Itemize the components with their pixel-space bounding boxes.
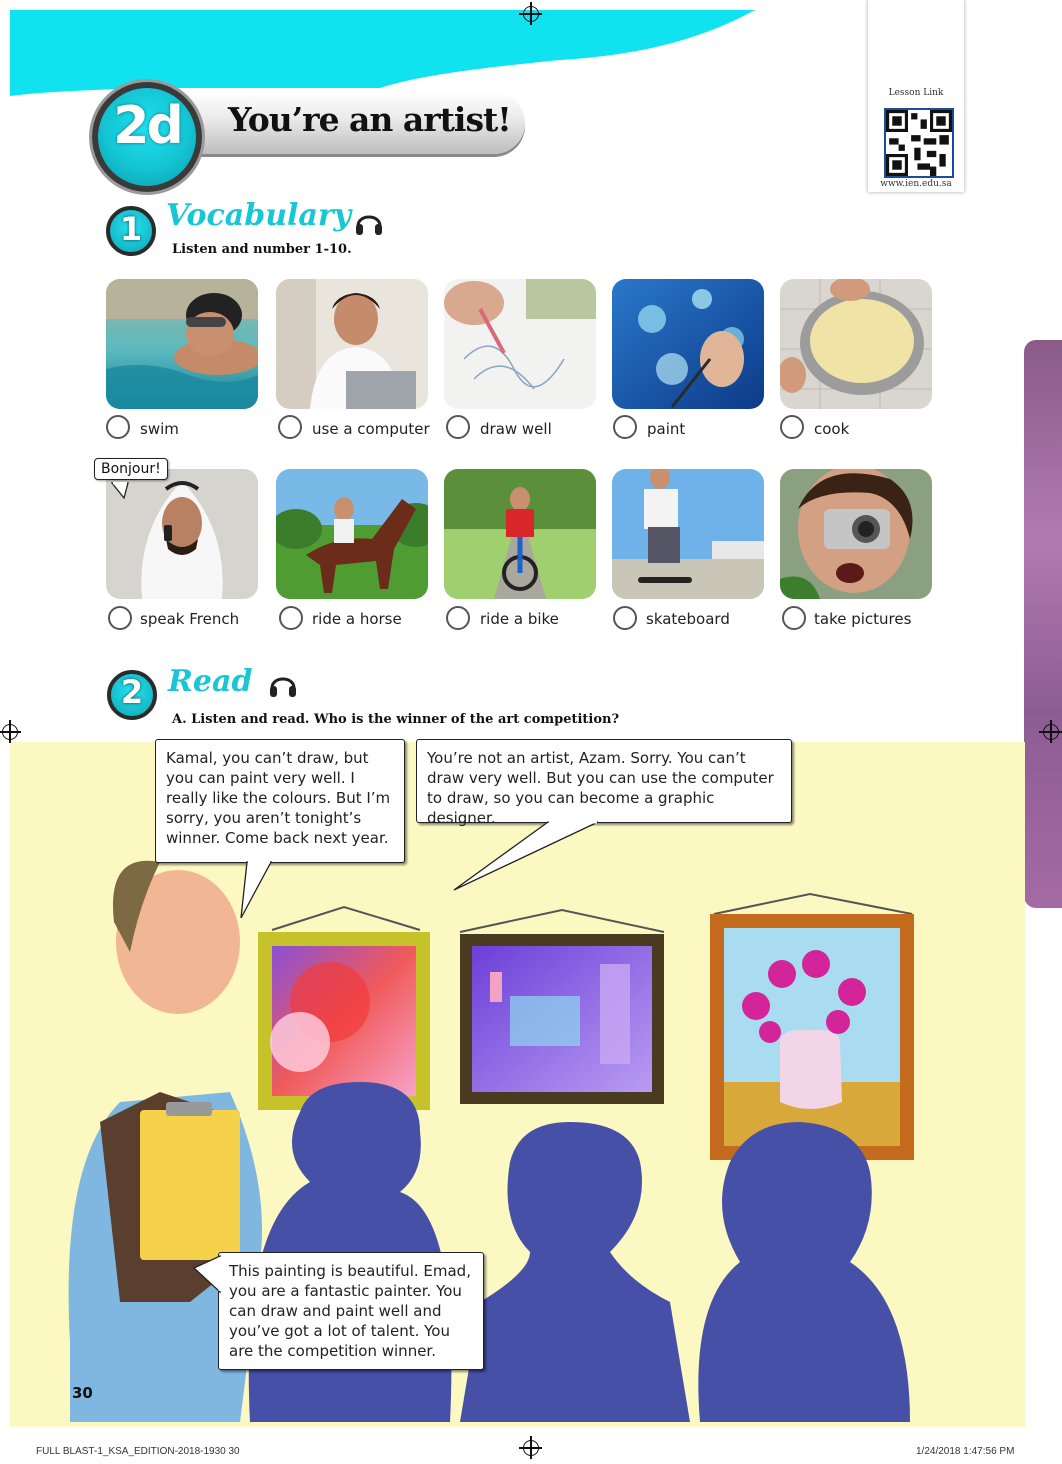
camera-photo: [780, 469, 932, 599]
horse-rider-photo: [276, 469, 428, 599]
headphones-icon[interactable]: [354, 208, 384, 238]
speech-bubble-azam: [416, 739, 792, 827]
painting-photo: [612, 279, 764, 409]
qr-code[interactable]: [884, 108, 954, 178]
section-1-title: Vocabulary: [166, 198, 352, 233]
answer-circle-speak-french[interactable]: [108, 606, 132, 630]
speech-bubble-tail: [448, 820, 608, 892]
registration-mark: [523, 6, 539, 22]
unit-code: 2d: [113, 96, 181, 156]
bike-rider-photo: [444, 469, 596, 599]
speech-bubble-azam-text: You’re not an artist, Azam. Sorry. You can’t draw very well. But you can use the computer to draw, so you can become a graphic designer.: [427, 749, 774, 827]
vocab-label-take-pictures: take pictures: [814, 610, 912, 628]
page-number: 30: [72, 1384, 93, 1402]
answer-circle-cook[interactable]: [780, 415, 804, 439]
footer-timestamp: 1/24/2018 1:47:56 PM: [916, 1446, 1015, 1457]
answer-circle-use-a-computer[interactable]: [278, 415, 302, 439]
answer-circle-ride-a-bike[interactable]: [446, 606, 470, 630]
answer-circle-take-pictures[interactable]: [782, 606, 806, 630]
vocab-label-cook: cook: [814, 420, 850, 438]
lesson-link-url[interactable]: www.ien.edu.sa: [880, 179, 952, 189]
speech-bubble-kamal-text: Kamal, you can’t draw, but you can paint very well. I really like the colours. But I’m sorry, you aren’t tonight’s winner. Come back next year.: [166, 749, 391, 847]
vocab-label-paint: paint: [647, 420, 686, 438]
swimmer-photo: [106, 279, 258, 409]
speech-bubble-tail: [192, 1252, 222, 1298]
registration-mark: [2, 724, 18, 740]
speech-bubble-bonjour-text: Bonjour!: [101, 461, 161, 477]
answer-circle-ride-a-horse[interactable]: [279, 606, 303, 630]
vocab-label-ride-a-horse: ride a horse: [312, 610, 402, 628]
side-tab: [1024, 340, 1062, 908]
vocab-label-ride-a-bike: ride a bike: [480, 610, 559, 628]
speech-bubble-tail: [110, 482, 130, 500]
footer-file-info: FULL BLAST-1_KSA_EDITION-2018-1930 30: [36, 1446, 240, 1457]
cooking-photo: [780, 279, 932, 409]
skateboarder-photo: [612, 469, 764, 599]
speech-bubble-emad-text: This painting is beautiful. Emad, you are a fantastic painter. You can draw and paint well and you’ve got a lot of talent. You are the competition winner.: [229, 1262, 471, 1360]
section-2-instruction: A. Listen and read. Who is the winner of the art competition?: [172, 712, 620, 727]
speech-bubble-bonjour: [94, 458, 168, 480]
unit-title: You’re an artist!: [228, 100, 511, 139]
speech-bubble-kamal: [155, 739, 405, 863]
registration-mark: [523, 1440, 539, 1456]
answer-circle-swim[interactable]: [106, 415, 130, 439]
registration-mark: [1043, 724, 1059, 740]
headphones-icon[interactable]: [268, 670, 298, 700]
vocab-label-speak-french: speak French: [140, 610, 240, 628]
speech-bubble-emad: [218, 1252, 484, 1370]
section-1-number: 1: [119, 210, 143, 248]
section-2-title: Read: [168, 664, 253, 699]
vocab-label-use-a-computer: use a computer: [312, 420, 430, 438]
vocab-label-swim: swim: [140, 420, 179, 438]
boy-laptop-photo: [276, 279, 428, 409]
answer-circle-paint[interactable]: [613, 415, 637, 439]
speech-bubble-tail: [235, 860, 275, 922]
drawing-photo: [444, 279, 596, 409]
vocab-label-skateboard: skateboard: [646, 610, 730, 628]
vocab-label-draw-well: draw well: [480, 420, 552, 438]
lesson-link-label: Lesson Link: [888, 88, 944, 98]
answer-circle-skateboard[interactable]: [613, 606, 637, 630]
section-1-instruction: Listen and number 1-10.: [172, 242, 352, 257]
answer-circle-draw-well[interactable]: [446, 415, 470, 439]
section-2-number: 2: [120, 673, 144, 711]
